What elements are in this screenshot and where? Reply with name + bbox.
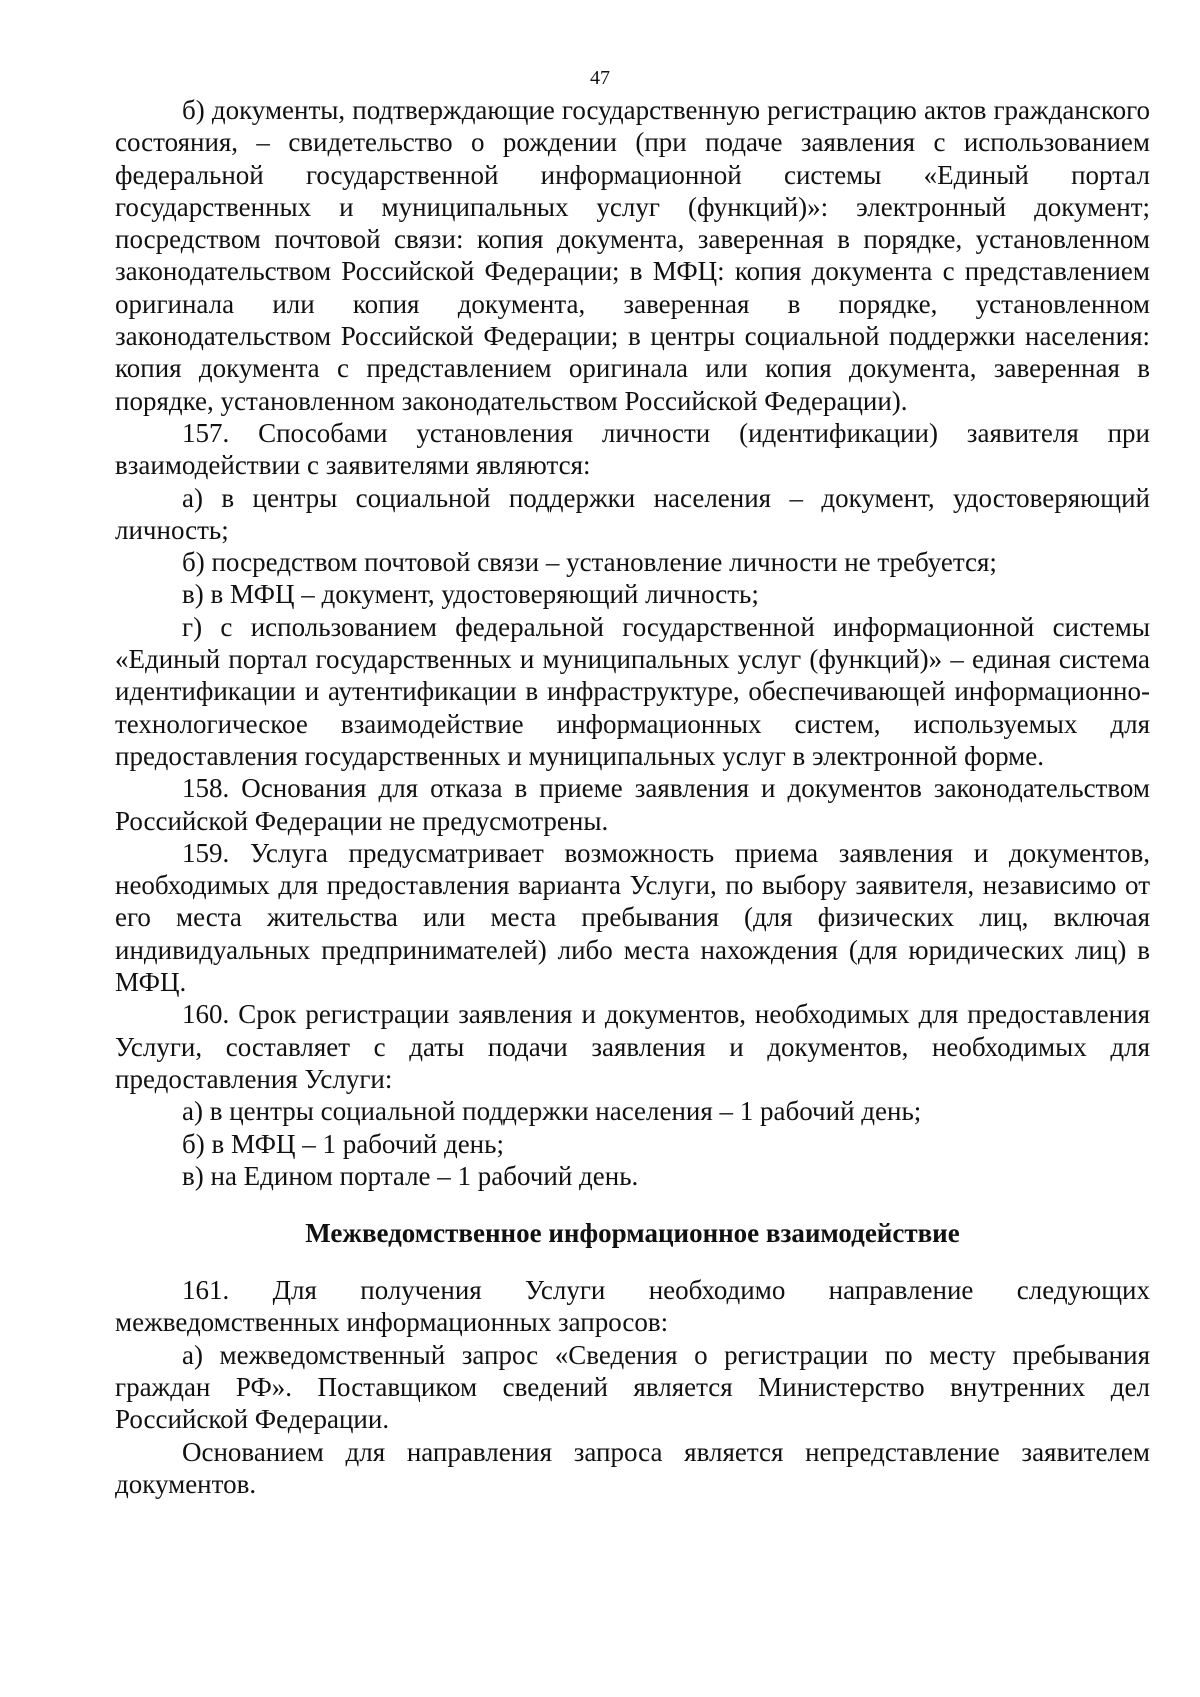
paragraph-157-v: в) в МФЦ – документ, удостоверяющий личность; — [182, 579, 759, 610]
paragraph-160: 160. Срок регистрации заявления и документов, необходимых для предоставления Услуги, составляет с даты подачи заявления и документов, необходимых для предоставления Услуги: — [115, 999, 1150, 1094]
document-body — [115, 94, 1150, 1500]
paragraph-birth-certificate: б) документы, подтверждающие государственную регистрацию актов гражданского состояния, – свидетельство о рождении (при подаче заявления с использованием федеральной государственной информационной системы «Единый портал государственных и муниципальных услуг (функций)»: электронный документ; посредством почтовой связи: копия документа, заверенная в порядке, установленном законодательством Российской Федерации; в МФЦ: копия документа с представлением оригинала или копия документа, заверенная в порядке, установленном законодательством Российской Федерации; в центры социальной поддержки населения: копия документа с представлением оригинала или копия документа, заверенная в порядке, установленном законодательством Российской Федерации). — [115, 95, 1150, 416]
paragraph-158: 158. Основания для отказа в приеме заявления и документов законодательством Российской Федерации не предусмотрены. — [115, 773, 1150, 836]
paragraph-request-basis: Основанием для направления запроса является непредставление заявителем документов. — [115, 1436, 1150, 1499]
paragraph-159: 159. Услуга предусматривает возможность приема заявления и документов, необходимых для предоставления варианта Услуги, по выбору заявителя, независимо от его места жительства или места пребывания (для физических лиц, включая индивидуальных предпринимателей) либо места нахождения (для юридических лиц) в МФЦ. — [115, 837, 1150, 998]
paragraph-157-b: б) посредством почтовой связи – установление личности не требуется; — [182, 547, 997, 578]
paragraph-157-g: г) с использованием федеральной государственной информационной системы «Единый портал государственных и муниципальных услуг (функций)» – единая система идентификации и аутентификации в инфраструктуре, обеспечивающей информационно-технологическое взаимодействие информационных систем, используемых для предоставления государственных и муниципальных услуг в электронной форме. — [115, 611, 1150, 771]
paragraph-160-b: б) в МФЦ – 1 рабочий день; — [182, 1128, 504, 1159]
paragraph-160-v: в) на Едином портале – 1 рабочий день. — [182, 1160, 639, 1191]
paragraph-161: 161. Для получения Услуги необходимо направление следующих межведомственных информационных запросов: — [115, 1275, 1150, 1338]
section-heading: Межведомственное информационное взаимодействие — [305, 1218, 960, 1249]
paragraph-161-a: а) межведомственный запрос «Сведения о регистрации по месту пребывания граждан РФ». Поставщиком сведений является Министерство внутренних дел Российской Федерации. — [115, 1339, 1150, 1435]
paragraph-157: 157. Способами установления личности (идентификации) заявителя при взаимодействии с заявителями являются: — [115, 417, 1150, 481]
page-number: 47 — [590, 67, 610, 89]
paragraph-157-a: а) в центры социальной поддержки населения – документ, удостоверяющий личность; — [115, 482, 1150, 545]
paragraph-160-a: а) в центры социальной поддержки населения – 1 рабочий день; — [182, 1096, 922, 1127]
